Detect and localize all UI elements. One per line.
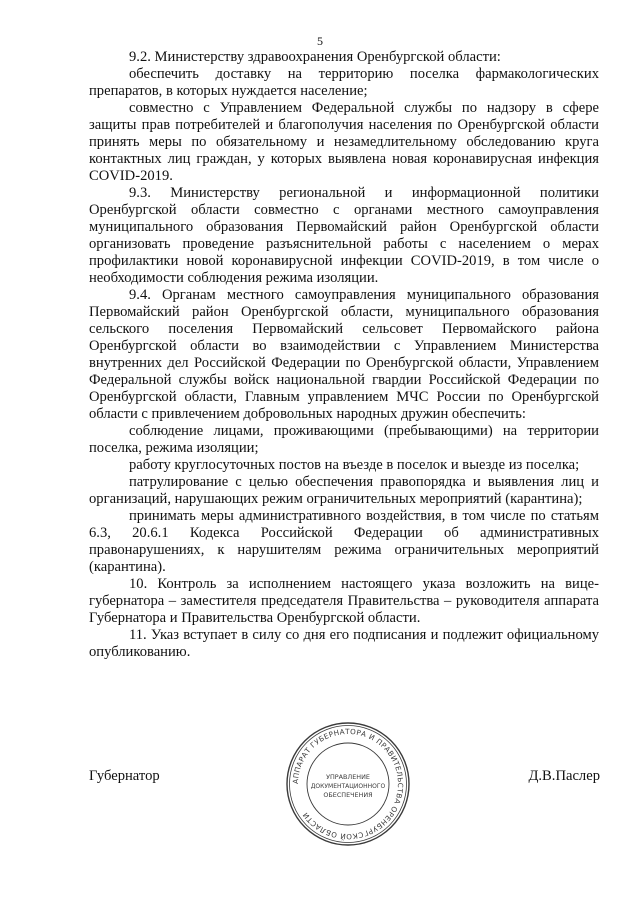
- paragraph-9-2-item-1: обеспечить доставку на территорию поселка фармакологических препаратов, в которых нуждается население;: [89, 66, 599, 99]
- paragraph-9-4-item-3: патрулирование с целью обеспечения правопорядка и выявления лиц и организаций, нарушающих режим ограничительных мероприятий (карантина);: [89, 474, 599, 507]
- stamp-center-line-1: УПРАВЛЕНИЕ: [326, 773, 370, 781]
- signatory-name: Д.В.Паслер: [528, 768, 600, 784]
- paragraph-9-4-item-2: работу круглосуточных постов на въезде в поселок и выезде из поселка;: [129, 457, 580, 473]
- stamp-center-line-2: ДОКУМЕНТАЦИОННОГО: [310, 783, 386, 790]
- paragraph-10: 10. Контроль за исполнением настоящего указа возложить на вице-губернатора – заместителя председателя Правительства – руководителя аппарата Губернатора и Правительства Оренбургской области.: [89, 576, 599, 626]
- stamp-center-line-3: ОБЕСПЕЧЕНИЯ: [323, 791, 373, 799]
- paragraph-9-4-item-1: соблюдение лицами, проживающими (пребывающими) на территории поселка, режима изоляции;: [89, 423, 599, 456]
- signatory-title: Губернатор: [89, 768, 160, 784]
- paragraph-9-4-item-4: принимать меры административного воздействия, в том числе по статьям 6.3, 20.6.1 Кодекса Российской Федерации об административных правонарушениях, к нарушителям режима ограничительных мероприятий (карантина).: [89, 508, 599, 575]
- stamp-ring-text: АППАРАТ ГУБЕРНАТОРА И ПРАВИТЕЛЬСТВА ОРЕНБУРГСКОЙ ОБЛАСТИ: [290, 726, 406, 842]
- page-number: 5: [317, 34, 323, 48]
- official-stamp: [285, 721, 411, 847]
- paragraph-9-2-item-2: совместно с Управлением Федеральной службы по надзору в сфере защиты прав потребителей и благополучия населения по Оренбургской области принять меры по обязательному и незамедлительному обследованию круга контактных лиц граждан, у которых выявлена новая коронавирусная инфекция COVID-2019.: [89, 100, 599, 184]
- paragraph-9-3: 9.3. Министерству региональной и информационной политики Оренбургской области совместно с органами местного самоуправления муниципального образования Первомайский район Оренбургской области организовать проведение разъяснительной работы с населением о мерах профилактики новой коронавирусной инфекции COVID-2019, в том числе о необходимости соблюдения режима изоляции.: [89, 185, 599, 286]
- paragraph-9-2: 9.2. Министерству здравоохранения Оренбургской области:: [129, 49, 501, 65]
- paragraph-9-4: 9.4. Органам местного самоуправления муниципального образования Первомайский район Оренбургской области, муниципального образования сельского поселения Первомайский сельсовет Первомайского района Оренбургской области во взаимодействии с Управлением Министерства внутренних дел Российской Федерации по Оренбургской области, Управлением Федеральной службы войск национальной гвардии Российской Федерации по Оренбургской области, Главным управлением МЧС России по Оренбургской области с привлечением добровольных народных дружин обеспечить:: [89, 287, 599, 422]
- document-body: [89, 49, 599, 661]
- paragraph-11: 11. Указ вступает в силу со дня его подписания и подлежит официальному опубликованию.: [89, 627, 599, 660]
